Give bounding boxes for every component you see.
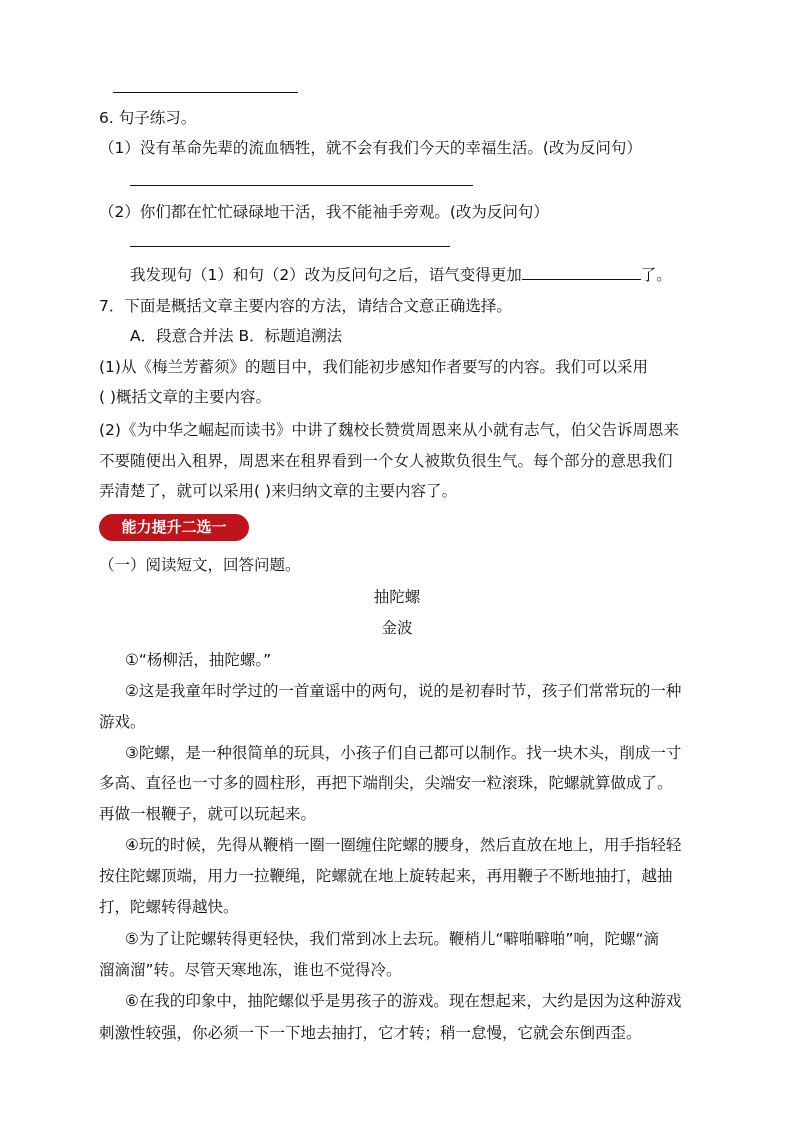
article-line: 多高、直径也一寸多的圆柱形，再把下端削尖，尖端安一粒滚珠，陀螺就算做成了。 (99, 774, 673, 792)
q7-part2-line1: (2)《为中华之崛起而读书》中讲了魏校长赞赏周恩来从小就有志气，伯父告诉周恩来 (99, 421, 679, 439)
article-line: 按住陀螺顶端，用力一拉鞭绳，陀螺就在地上旋转起来，再用鞭子不断地抽打，越抽 (99, 867, 673, 885)
article-line: 打，陀螺转得越快。 (99, 898, 239, 916)
article-line: ⑥在我的印象中，抽陀螺似乎是男孩子的游戏。现在想起来，大约是因为这种游戏 (125, 992, 682, 1010)
q6-answer-line-1[interactable] (130, 185, 473, 186)
q6-item-2: （2）你们都在忙忙碌碌地干活，我不能袖手旁观。(改为反问句） (99, 203, 549, 221)
q6-observation-text: 我发现句（1）和句（2）改为反问句之后，语气变得更加 (130, 266, 522, 284)
q6-observation-end: 了。 (640, 266, 672, 284)
q7-title: 7．下面是概括文章主要内容的方法，请结合文意正确选择。 (99, 297, 512, 315)
article-line: ②这是我童年时学过的一首童谣中的两句，说的是初春时节，孩子们常常玩的一种 (125, 682, 682, 700)
article-title: 抽陀螺 (373, 588, 421, 606)
article-line: 游戏。 (99, 713, 146, 731)
article-author: 金波 (381, 619, 413, 637)
q7-part1-line2: ( )概括文章的主要内容。 (99, 388, 272, 406)
q6-answer-line-2[interactable] (130, 246, 450, 247)
answer-line-top[interactable] (113, 92, 298, 93)
q7-part2-line3: 弄清楚了，就可以采用( )来归纳文章的主要内容了。 (99, 482, 458, 500)
q6-item-1: （1）没有革命先辈的流血牺牲，就不会有我们今天的幸福生活。(改为反问句） (99, 139, 642, 157)
article-line: ④玩的时候，先得从鞭梢一圈一圈缠住陀螺的腰身，然后直放在地上，用手指轻轻 (125, 836, 682, 854)
article-line: ③陀螺，是一种很简单的玩具，小孩子们自己都可以制作。找一块木头，削成一寸 (125, 744, 682, 762)
article-line: ①“杨柳活，抽陀螺。” (125, 651, 272, 669)
article-line: 刺激性较强，你必须一下一下地去抽打，它才转；稍一怠慢，它就会东倒西歪。 (99, 1024, 642, 1042)
section-intro: （一）阅读短文，回答问题。 (99, 556, 301, 574)
q6-observation (130, 265, 672, 285)
q7-options: A．段意合并法 B．标题追溯法 (130, 327, 343, 345)
article-line: ⑤为了让陀螺转得更轻快，我们常到冰上去玩。鞭梢儿“噼啪噼啪”响，陀螺“滴 (125, 930, 659, 948)
article-line: 再做一根鞭子，就可以玩起来。 (99, 805, 317, 823)
q7-part2-line2: 不要随便出入租界，周恩来在租界看到一个女人被欺负很生气。每个部分的意思我们 (99, 452, 673, 470)
article-line: 溜滴溜”转。尽管天寒地冻，谁也不觉得冷。 (99, 961, 402, 979)
section-badge: 能力提升二选一 (99, 514, 249, 541)
q6-title: 6. 句子练习。 (99, 109, 197, 127)
q7-part1-line1: (1)从《梅兰芳蓄须》的题目中，我们能初步感知作者要写的内容。我们可以采用 (99, 358, 648, 376)
q6-observation-blank[interactable] (522, 265, 641, 280)
